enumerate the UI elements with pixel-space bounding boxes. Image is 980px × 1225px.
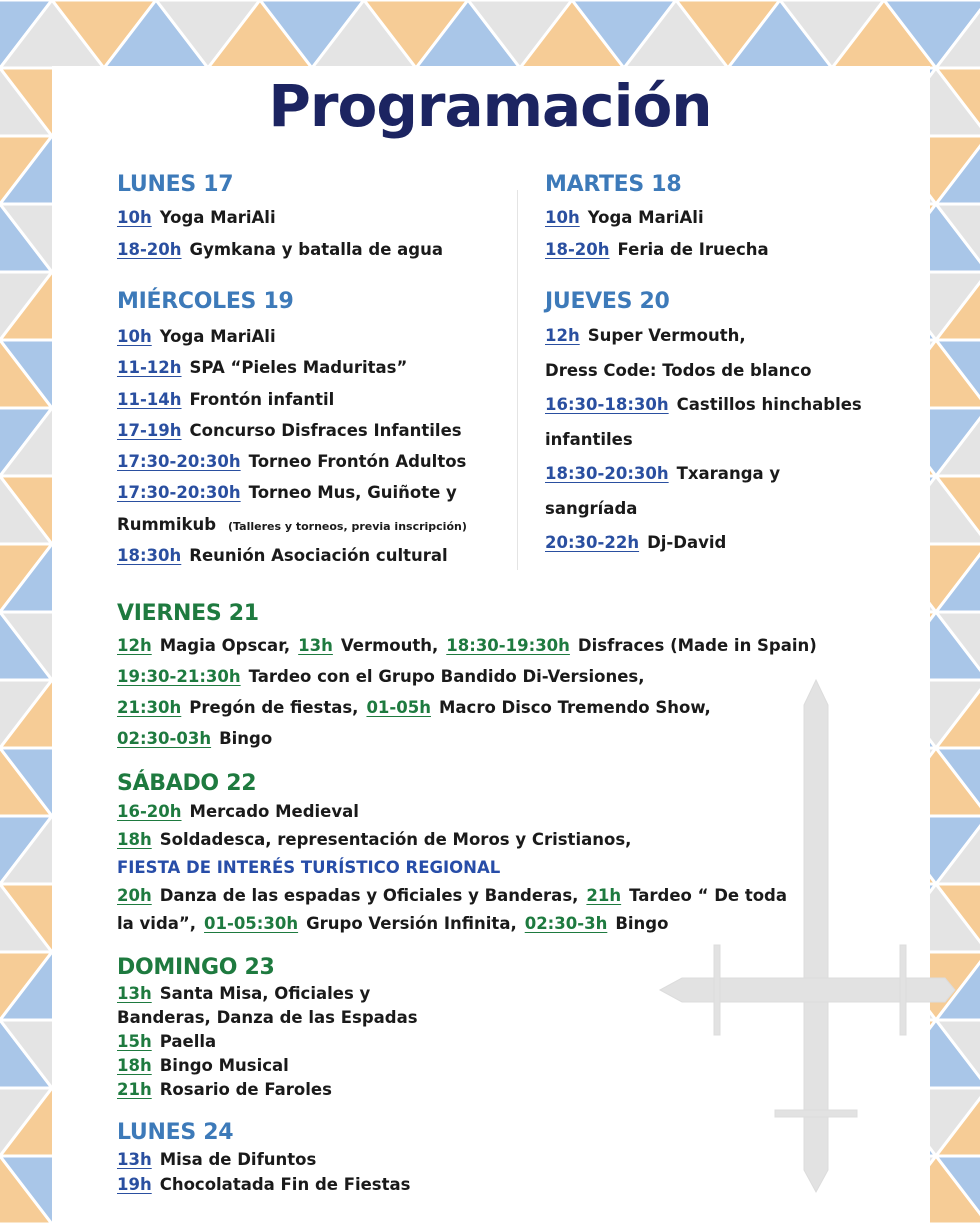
event-label: Rosario de Faroles xyxy=(159,1080,332,1099)
event-note: (Talleres y torneos, previa inscripción) xyxy=(228,519,467,533)
event-label: infantiles xyxy=(545,429,633,449)
day-heading: MIÉRCOLES 19 xyxy=(117,289,294,314)
time-label: 15h xyxy=(117,1032,152,1051)
schedule-line xyxy=(117,415,474,446)
schedule-line xyxy=(545,234,777,266)
event-label: Bingo Musical xyxy=(159,1056,289,1075)
time-label: 18-20h xyxy=(545,240,610,259)
day-heading: MARTES 18 xyxy=(545,172,682,197)
page-title: Programación xyxy=(268,72,712,140)
schedule-line xyxy=(117,798,795,826)
time-label: 13h xyxy=(117,1150,152,1169)
event-label: Castillos hinchables xyxy=(676,395,862,414)
schedule-line xyxy=(117,882,795,910)
event-label: Txaranga y xyxy=(676,464,781,483)
day-heading: SÁBADO 22 xyxy=(117,771,257,796)
event-label: Bingo xyxy=(615,914,669,933)
schedule-line xyxy=(545,526,870,561)
event-label: Misa de Difuntos xyxy=(159,1150,317,1169)
event-label: Mercado Medieval xyxy=(189,802,359,821)
event-label: Dj-David xyxy=(647,533,727,552)
day-martes-18 xyxy=(545,172,777,266)
schedule-line xyxy=(117,1054,426,1078)
day-miercoles-19 xyxy=(117,289,474,571)
time-label: 11-12h xyxy=(117,358,182,378)
event-label: Super Vermouth, xyxy=(587,326,746,345)
time-label: 17:30-20:30h xyxy=(117,452,241,472)
time-label: 18:30-19:30h xyxy=(446,636,570,655)
event-label: Vermouth, xyxy=(340,636,439,655)
schedule-line xyxy=(117,661,825,692)
event-label: Pregón de fiestas, xyxy=(189,698,359,717)
schedule-line xyxy=(545,319,870,354)
event-label: SPA “Pieles Maduritas” xyxy=(189,358,408,378)
day-lunes-17 xyxy=(117,172,451,266)
event-label: Paella xyxy=(159,1032,217,1051)
event-label: Danza de las espadas y Oficiales y Banderas, xyxy=(159,886,579,905)
time-label: 18h xyxy=(117,1056,152,1075)
day-heading: DOMINGO 23 xyxy=(117,955,275,980)
event-label: Gymkana y batalla de agua xyxy=(189,240,443,259)
day-viernes-21 xyxy=(117,601,825,754)
time-label: 10h xyxy=(117,208,152,227)
event-label: Yoga MariAli xyxy=(159,327,276,346)
event-label: Rummikub xyxy=(117,514,217,534)
event-label: Frontón infantil xyxy=(189,389,335,409)
time-label: 19h xyxy=(117,1175,152,1194)
schedule-line xyxy=(117,446,474,477)
day-domingo-23 xyxy=(117,955,426,1102)
schedule-line xyxy=(117,630,825,661)
event-label: Torneo Mus, Guiñote y xyxy=(248,483,457,503)
time-label: 18-20h xyxy=(117,240,182,259)
time-label: 21h xyxy=(117,1080,152,1099)
column-divider xyxy=(517,190,518,570)
schedule-line xyxy=(117,1006,426,1030)
time-label: 12h xyxy=(545,326,580,345)
time-label: 17-19h xyxy=(117,420,182,440)
schedule-line xyxy=(117,352,474,383)
time-label: 10h xyxy=(545,208,580,227)
event-label: Santa Misa, Oficiales y xyxy=(159,984,371,1003)
schedule-line xyxy=(545,202,777,234)
day-heading: LUNES 17 xyxy=(117,172,234,197)
event-label: Bingo xyxy=(219,729,273,748)
event-label: Torneo Frontón Adultos xyxy=(248,452,467,472)
time-label: 13h xyxy=(298,636,333,655)
schedule-line xyxy=(117,384,474,415)
event-label: Macro Disco Tremendo Show, xyxy=(438,698,711,717)
time-label: 19:30-21:30h xyxy=(117,667,241,686)
time-label: 18h xyxy=(117,830,152,849)
schedule-line xyxy=(117,1172,418,1197)
event-label: Magia Opscar, xyxy=(159,636,291,655)
schedule-line xyxy=(117,982,426,1006)
event-label: Yoga MariAli xyxy=(159,208,276,227)
highlight-regional: FIESTA DE INTERÉS TURÍSTICO REGIONAL xyxy=(117,858,501,877)
time-label: 02:30-03h xyxy=(117,729,212,748)
event-label: Banderas, Danza de las Espadas xyxy=(117,1008,418,1027)
time-label: 02:30-3h xyxy=(524,914,608,933)
schedule-line xyxy=(117,477,474,508)
day-heading: LUNES 24 xyxy=(117,1120,234,1145)
schedule-line xyxy=(117,1147,418,1172)
day-heading: JUEVES 20 xyxy=(545,289,670,314)
schedule-line xyxy=(117,202,451,234)
schedule-line xyxy=(117,1078,426,1102)
schedule-line xyxy=(117,723,825,754)
event-label: Disfraces (Made in Spain) xyxy=(577,636,817,655)
event-label: Chocolatada Fin de Fiestas xyxy=(159,1175,411,1194)
schedule-line xyxy=(545,492,870,527)
time-label: 16:30-18:30h xyxy=(545,395,669,414)
event-label: Reunión Asociación cultural xyxy=(189,546,448,566)
schedule-line xyxy=(117,509,474,540)
schedule-line xyxy=(117,692,825,723)
schedule-line xyxy=(117,234,451,266)
event-label: Soldadesca, representación de Moros y Cristianos, xyxy=(159,830,632,849)
time-label: 18:30-20:30h xyxy=(545,464,669,483)
schedule-line xyxy=(117,321,474,352)
schedule-line xyxy=(117,540,474,571)
day-sabado-22 xyxy=(117,771,795,938)
time-label: 20h xyxy=(117,886,152,905)
schedule-line xyxy=(545,423,870,458)
day-jueves-20 xyxy=(545,289,870,561)
event-label: Concurso Disfraces Infantiles xyxy=(189,420,462,440)
event-label: sangríada xyxy=(545,498,638,518)
time-label: 17:30-20:30h xyxy=(117,483,241,503)
schedule-line xyxy=(117,826,795,854)
schedule-line xyxy=(545,388,870,423)
day-lunes-24 xyxy=(117,1120,418,1197)
event-label: Feria de Iruecha xyxy=(617,240,769,259)
time-label: 01-05h xyxy=(366,698,431,717)
event-label: Tardeo con el Grupo Bandido Di-Versiones, xyxy=(248,667,645,686)
schedule-line xyxy=(117,910,795,938)
time-label: 10h xyxy=(117,327,152,346)
event-label: Dress Code: Todos de blanco xyxy=(545,360,812,380)
time-label: 20:30-22h xyxy=(545,533,640,552)
schedule-line xyxy=(545,457,870,492)
day-heading: VIERNES 21 xyxy=(117,601,259,626)
event-label: la vida”, xyxy=(117,914,197,933)
time-label: 21:30h xyxy=(117,698,182,717)
event-label: Tardeo “ De toda xyxy=(629,886,787,905)
time-label: 18:30h xyxy=(117,546,182,566)
schedule-line xyxy=(117,1030,426,1054)
schedule-line xyxy=(545,354,870,389)
time-label: 21h xyxy=(586,886,622,905)
time-label: 12h xyxy=(117,636,152,655)
time-label: 11-14h xyxy=(117,389,182,409)
event-label: Grupo Versión Infinita, xyxy=(306,914,517,933)
time-label: 01-05:30h xyxy=(204,914,299,933)
time-label: 13h xyxy=(117,984,152,1003)
event-label: Yoga MariAli xyxy=(587,208,704,227)
time-label: 16-20h xyxy=(117,802,182,821)
